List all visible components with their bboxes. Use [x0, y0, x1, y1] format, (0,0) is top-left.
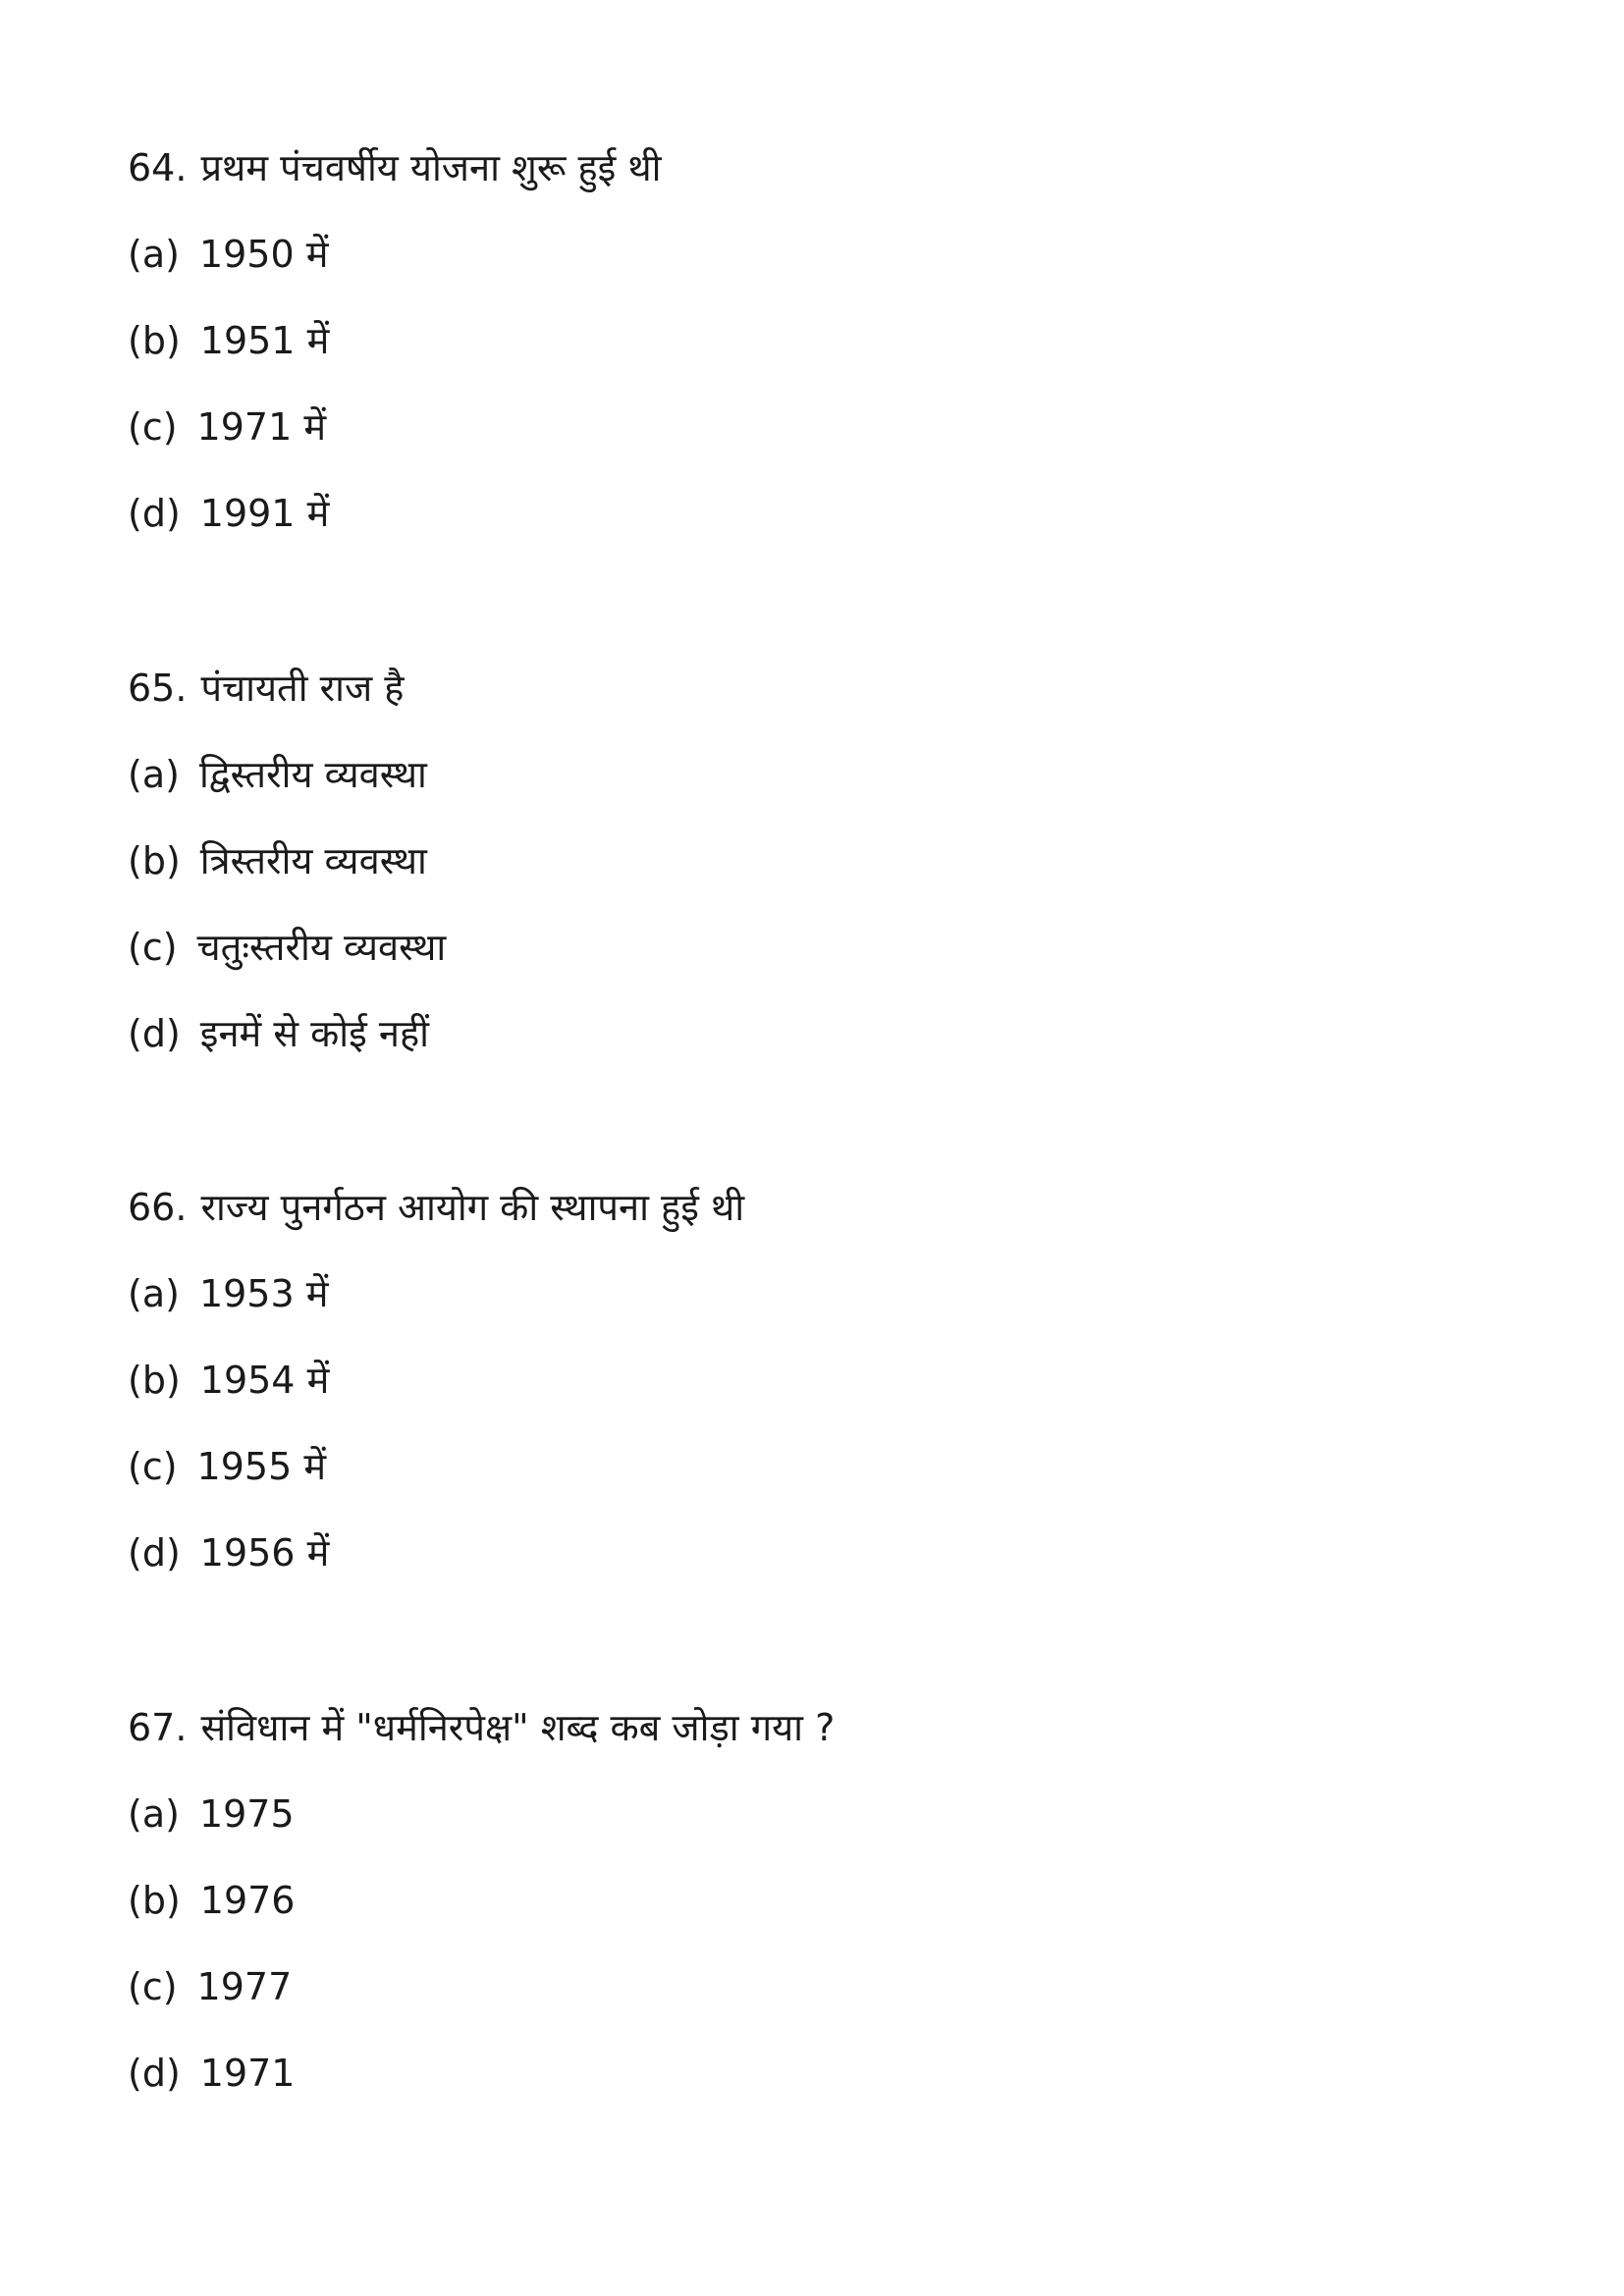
option-label: (b) — [128, 839, 181, 882]
option-text: 1975 — [198, 1792, 295, 1836]
option-c — [128, 404, 1502, 491]
option-label: (a) — [128, 753, 180, 796]
option-label: (c) — [128, 926, 178, 969]
option-a — [128, 1791, 1502, 1878]
option-label: (d) — [128, 1012, 181, 1055]
option-text: इनमें से कोई नहीं — [199, 1012, 429, 1055]
option-text: 1951 में — [199, 319, 330, 362]
question-66 — [128, 1185, 1502, 1617]
question-67 — [128, 1705, 1502, 2137]
option-a — [128, 232, 1502, 318]
option-text: 1950 में — [198, 233, 329, 276]
option-label: (d) — [128, 1531, 181, 1575]
option-a — [128, 752, 1502, 838]
question-text-line — [128, 1185, 1502, 1271]
option-label: (d) — [128, 492, 181, 535]
question-text: पंचायती राज है — [200, 667, 405, 710]
option-label: (a) — [128, 233, 180, 276]
option-d — [128, 2051, 1502, 2137]
option-label: (c) — [128, 405, 178, 449]
question-number: 67. — [128, 1706, 188, 1749]
option-text: 1977 — [196, 1965, 293, 2008]
option-text: 1991 में — [199, 492, 330, 535]
question-text: संविधान में "धर्मनिरपेक्ष" शब्द कब जोड़ा गया ? — [200, 1706, 836, 1749]
question-text-line — [128, 666, 1502, 752]
option-text: 1955 में — [196, 1445, 327, 1488]
question-number: 65. — [128, 667, 188, 710]
option-d — [128, 1011, 1502, 1097]
option-a — [128, 1271, 1502, 1358]
option-d — [128, 491, 1502, 577]
option-c — [128, 1964, 1502, 2051]
option-d — [128, 1530, 1502, 1617]
option-text: 1971 — [199, 2052, 296, 2095]
option-label: (b) — [128, 1879, 181, 1922]
option-label: (b) — [128, 319, 181, 362]
question-text-line — [128, 145, 1502, 232]
option-c — [128, 1444, 1502, 1530]
option-c — [128, 925, 1502, 1011]
option-b — [128, 318, 1502, 404]
question-65 — [128, 666, 1502, 1097]
option-text: द्विस्तरीय व्यवस्था — [198, 753, 427, 796]
option-label: (c) — [128, 1965, 178, 2008]
option-label: (a) — [128, 1272, 180, 1315]
option-label: (c) — [128, 1445, 178, 1488]
option-text: चतुःस्तरीय व्यवस्था — [196, 926, 447, 969]
option-label: (b) — [128, 1359, 181, 1402]
question-text-line — [128, 1705, 1502, 1791]
option-b — [128, 1878, 1502, 1964]
option-text: त्रिस्तरीय व्यवस्था — [199, 839, 427, 882]
option-text: 1971 में — [196, 405, 327, 449]
option-label: (d) — [128, 2052, 181, 2095]
option-text: 1956 में — [199, 1531, 330, 1575]
question-text: प्रथम पंचवर्षीय योजना शुरू हुई थी — [200, 146, 662, 189]
question-number: 64. — [128, 146, 188, 189]
question-number: 66. — [128, 1186, 188, 1229]
option-text: 1953 में — [198, 1272, 329, 1315]
option-b — [128, 1358, 1502, 1444]
option-text: 1976 — [199, 1879, 296, 1922]
question-64 — [128, 145, 1502, 577]
option-text: 1954 में — [199, 1359, 330, 1402]
option-b — [128, 838, 1502, 925]
option-label: (a) — [128, 1792, 180, 1836]
question-text: राज्य पुनर्गठन आयोग की स्थापना हुई थी — [200, 1186, 745, 1229]
